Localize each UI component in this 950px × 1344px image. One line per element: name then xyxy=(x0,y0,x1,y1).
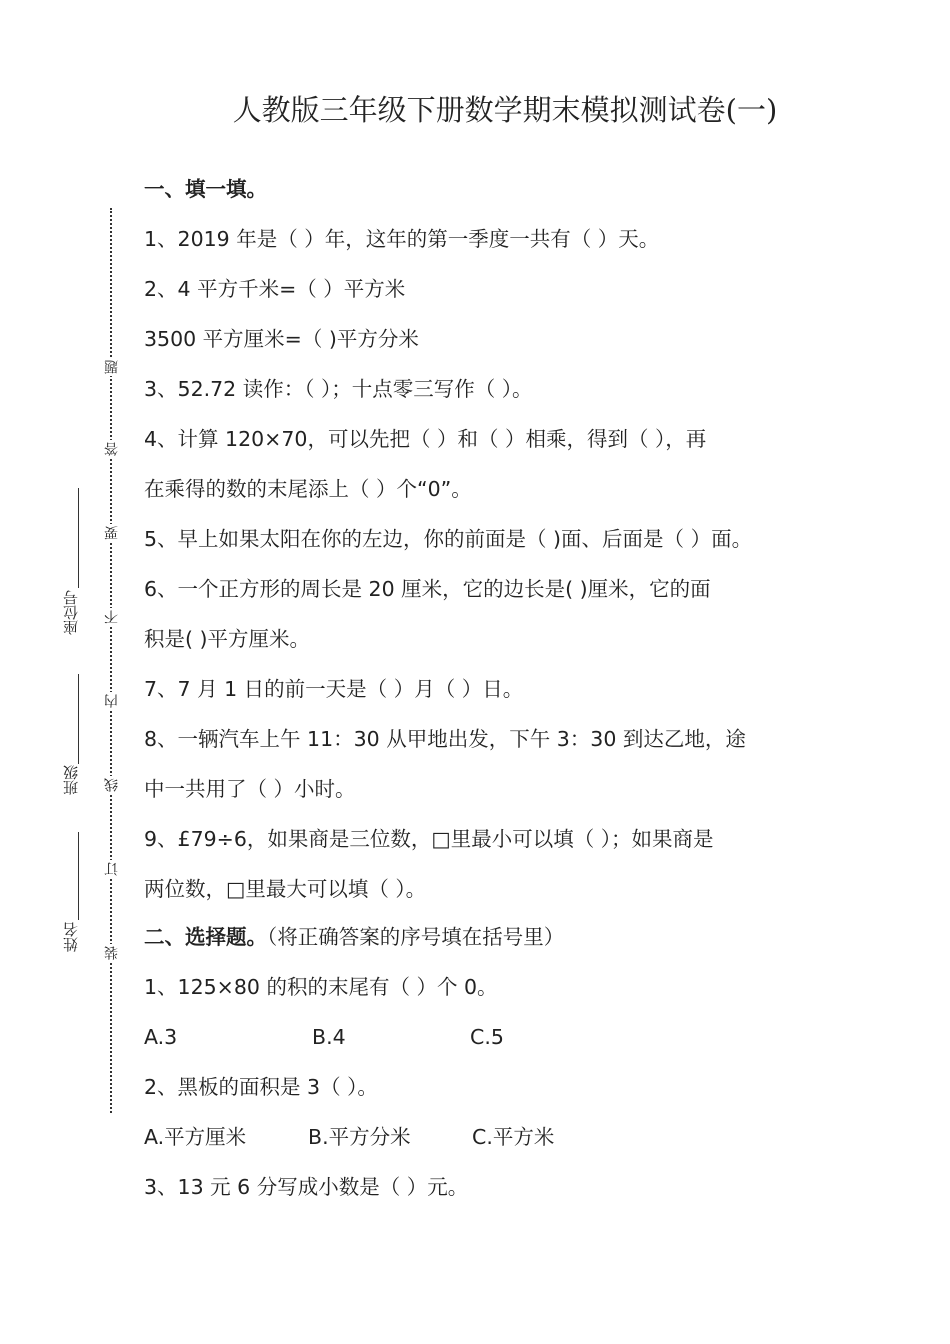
seat-number-label: 座位号 xyxy=(62,590,80,635)
question-line: 积是( )平方厘米。 xyxy=(144,627,311,651)
class-field[interactable] xyxy=(78,674,79,764)
question-line: 1、125×80 的积的末尾有（ ）个 0。 xyxy=(144,975,498,999)
section-heading xyxy=(144,922,564,952)
question-line: 8、一辆汽车上午 11：30 从甲地出发，下午 3：30 到达乙地，途 xyxy=(144,727,746,751)
binding-char: 装 xyxy=(104,946,120,960)
question-line: 2、黑板的面积是 3（ ）。 xyxy=(144,1075,378,1099)
question-line: 3、52.72 读作：（ ）；十点零三写作（ ）。 xyxy=(144,377,533,401)
option-c: C.5 xyxy=(470,1025,504,1049)
binding-char: 内 xyxy=(104,694,120,708)
question-line: 中一共用了（ ）小时。 xyxy=(144,777,356,801)
question-line: 9、£79÷6，如果商是三位数，□里最小可以填（ ）；如果商是 xyxy=(144,827,714,851)
question-line: 在乘得的数的末尾添上（ ）个“0”。 xyxy=(144,477,472,501)
seat-number-field[interactable] xyxy=(78,488,79,588)
section-heading: 一、填一填。 xyxy=(144,177,267,201)
name-field[interactable] xyxy=(78,832,79,920)
option-b: B.4 xyxy=(312,1025,346,1049)
question-line: 两位数，□里最大可以填（ ）。 xyxy=(144,877,427,901)
question-line: 1、2019 年是（ ）年，这年的第一季度一共有（ ）天。 xyxy=(144,227,660,251)
options-line xyxy=(144,1122,554,1152)
binding-char: 不 xyxy=(104,610,120,624)
binding-char: 线 xyxy=(104,778,120,792)
class-label: 班级 xyxy=(62,765,80,795)
question-line: 6、一个正方形的周长是 20 厘米，它的边长是( )厘米，它的面 xyxy=(144,577,711,601)
binding-char: 要 xyxy=(104,526,120,540)
name-label: 姓名 xyxy=(62,922,80,952)
section-heading-title: 二、选择题。 xyxy=(144,925,267,949)
binding-dotted-line xyxy=(110,208,112,1113)
question-line: 3500 平方厘米=（ )平方分米 xyxy=(144,327,419,351)
question-line: 2、4 平方千米=（ ）平方米 xyxy=(144,277,406,301)
section-heading-note: （将正确答案的序号填在括号里） xyxy=(267,925,565,949)
option-c: C.平方米 xyxy=(472,1125,555,1149)
option-b: B.平方分米 xyxy=(308,1125,411,1149)
options-line xyxy=(144,1022,504,1052)
question-line: 5、早上如果太阳在你的左边，你的前面是（ )面、后面是（ ）面。 xyxy=(144,527,753,551)
question-line: 3、13 元 6 分写成小数是（ ）元。 xyxy=(144,1175,469,1199)
option-a: A.3 xyxy=(144,1025,178,1049)
question-line: 7、7 月 1 日的前一天是（ ）月（ ）日。 xyxy=(144,677,524,701)
binding-char: 答 xyxy=(104,442,120,456)
binding-char: 题 xyxy=(104,360,120,374)
question-line: 4、计算 120×70，可以先把（ ）和（ ）相乘，得到（ ），再 xyxy=(144,427,707,451)
page-title: 人教版三年级下册数学期末模拟测试卷(一) xyxy=(232,93,778,127)
binding-char: 订 xyxy=(104,862,120,876)
option-a: A.平方厘米 xyxy=(144,1125,247,1149)
